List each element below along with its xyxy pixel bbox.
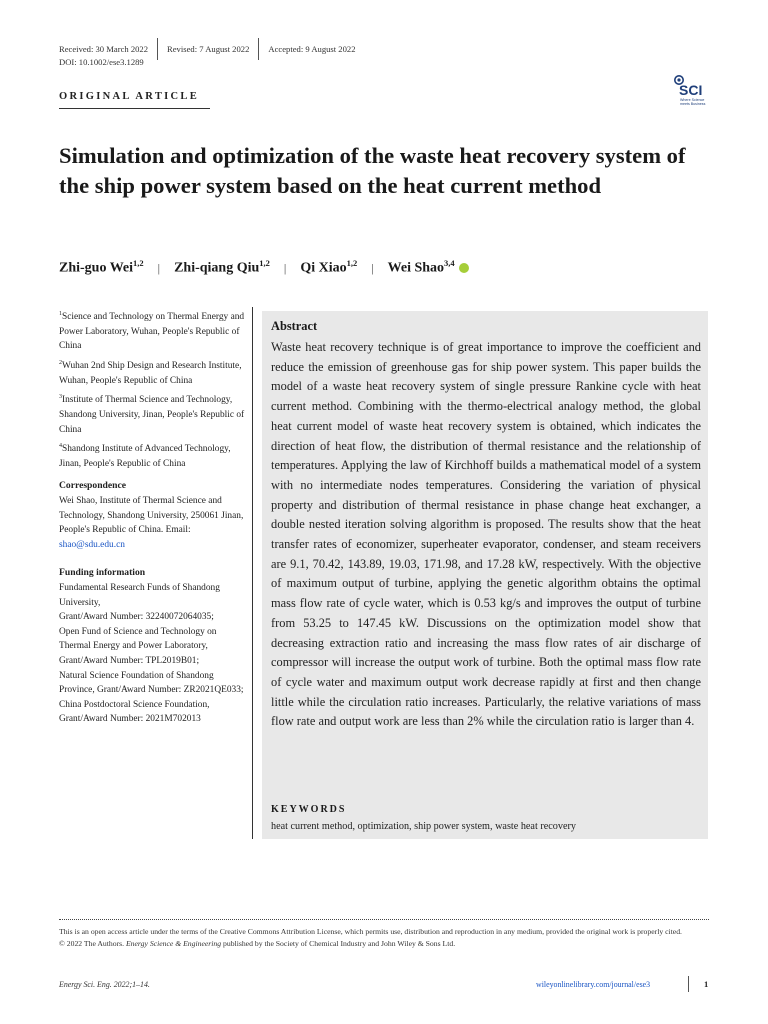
- keywords-text: heat current method, optimization, ship power system, waste heat recovery: [271, 821, 576, 832]
- author[interactable]: Wei Shao$^{3,4}$: [387, 258, 455, 276]
- affiliation: $^2$Wuhan 2nd Ship Design and Research Institute, Wuhan, People's Republic of China: [59, 359, 242, 386]
- affiliation: $^4$Shandong Institute of Advanced Technology, Jinan, People's Republic of China: [59, 443, 231, 469]
- funding-line: Open Fund of Science and Technology on Thermal Energy and Power Laboratory,: [59, 626, 217, 652]
- author-list: [59, 258, 469, 277]
- correspondence-text: Wei Shao, Institute of Thermal Science and Technology, Shandong University, 250061 Jinan, People's Republic of China. Email: shao@sdu.edu.cn: [59, 496, 244, 550]
- funding-line: Fundamental Research Funds of Shandong University,: [59, 583, 220, 608]
- date-divider: [157, 38, 158, 60]
- revised-date: Revised: 7 August 2022: [167, 44, 250, 54]
- funding-line: Grant/Award Number: 2021M702013: [59, 714, 201, 725]
- license-text: This is an open access article under the terms of the Creative Commons Attribution License, which permits use, distribution and reproduction in any medium, provided the original work is properly cited. © 2022 The Authors. Energy Science & Engineering published by the Society of Chemical Industry and John Wiley & Sons Ltd.: [59, 927, 682, 949]
- author[interactable]: Qi Xiao$^{1,2}$: [300, 258, 358, 276]
- journal-link[interactable]: wileyonlinelibrary.com/journal/ese3: [536, 980, 651, 989]
- logo-text: SCI: [679, 82, 703, 98]
- author-divider: |: [157, 260, 161, 275]
- doi: DOI: 10.1002/ese3.1289: [59, 57, 144, 67]
- author[interactable]: Zhi-qiang Qiu$^{1,2}$: [174, 258, 270, 276]
- funding-line: Grant/Award Number: TPL2019B01;: [59, 655, 200, 666]
- email-link[interactable]: shao@sdu.edu.cn: [59, 539, 125, 550]
- footer-bar: [688, 976, 689, 992]
- sci-logo-icon: [671, 74, 713, 110]
- abstract-text: Waste heat recovery technique is of great importance to improve the coefficient and reduce the emission of greenhouse gas for ship power system. This paper builds the model of a waste heat recovery system of single pressure Rankine cycle with heat current method. Combining with the thermo-electrical analogy method, the global heat current model of waste heat recovery system is obtained, which indicates the direction of heat flow, the distribution of thermal resistance and the relationship of temperatures. Applying the law of Kirchhoff builds a mathematical model of a system with no intermediate nodes temperatures. Considering the variation of physical property and distribution of thermal resistance in phase change heat exchanger, a double nested iteration solving algorithm is proposed. The results show that the heat transfer rates of economizer, superheater evaporator, condenser, and steam receivers are 9.1, 70.42, 143.89, 19.03, 171.98, and 17.28 kW, respectively. With the objective of maximum output of turbine, applying the genetic algorithm obtains the optimal mass flow rate of cycle water, which is 0.53 kg/s and improves the output of turbine from 53.25 to 147.45 kW. Discussions on the optimization model show that decreasing extraction ratio and increasing the mass flow rates of air discharge of compressor will increase the output work of turbine. Both the optimal mass flow rate of cycle water and maximum output work decrease rapidly at first and then change little while the circulation ratio increases. Particularly, the relative variations of mass flow rate and output work are less than 2% while the circulation ratio is larger than 4.: [271, 340, 701, 729]
- keywords-heading: KEYWORDS: [271, 804, 347, 815]
- orcid-icon[interactable]: [459, 263, 469, 273]
- article-type: ORIGINAL ARTICLE: [59, 91, 200, 102]
- author-divider: |: [371, 260, 374, 275]
- citation: Energy Sci. Eng. 2022;1–14.: [59, 980, 150, 989]
- funding-line: Grant/Award Number: 32240072064035;: [59, 612, 214, 623]
- logo-subtext: meets Business: [680, 102, 706, 106]
- author-divider: |: [283, 260, 287, 275]
- sidebar-info: [59, 307, 245, 727]
- abstract-heading: Abstract: [271, 319, 318, 333]
- page-number: 1: [704, 979, 709, 989]
- abstract-box: [262, 311, 708, 839]
- received-date: Received: 30 March 2022: [59, 44, 149, 54]
- article-type-rule: [59, 108, 210, 109]
- paper-title: Simulation and optimization of the waste heat recovery system of the ship power system based on the heat current method: [59, 143, 686, 198]
- affiliation: $^1$Science and Technology on Thermal Energy and Power Laboratory, Wuhan, People's Republic of China: [59, 311, 245, 352]
- funding-heading: Funding information: [59, 567, 146, 579]
- accepted-date: Accepted: 9 August 2022: [268, 44, 356, 54]
- date-divider: [258, 38, 259, 60]
- footer-divider: [59, 919, 709, 920]
- logo-subtext: Where Science: [680, 98, 705, 102]
- column-divider: [252, 307, 253, 839]
- author[interactable]: Zhi-guo Wei$^{1,2}$: [59, 258, 144, 276]
- affiliation: $^3$Institute of Thermal Science and Technology, Shandong University, Jinan, People's Republic of China: [59, 394, 245, 435]
- correspondence-heading: Correspondence: [59, 480, 126, 492]
- funding-line: Natural Science Foundation of Shandong Province, Grant/Award Number: ZR2021QE033; China Postdoctoral Science Foundation,: [59, 670, 244, 710]
